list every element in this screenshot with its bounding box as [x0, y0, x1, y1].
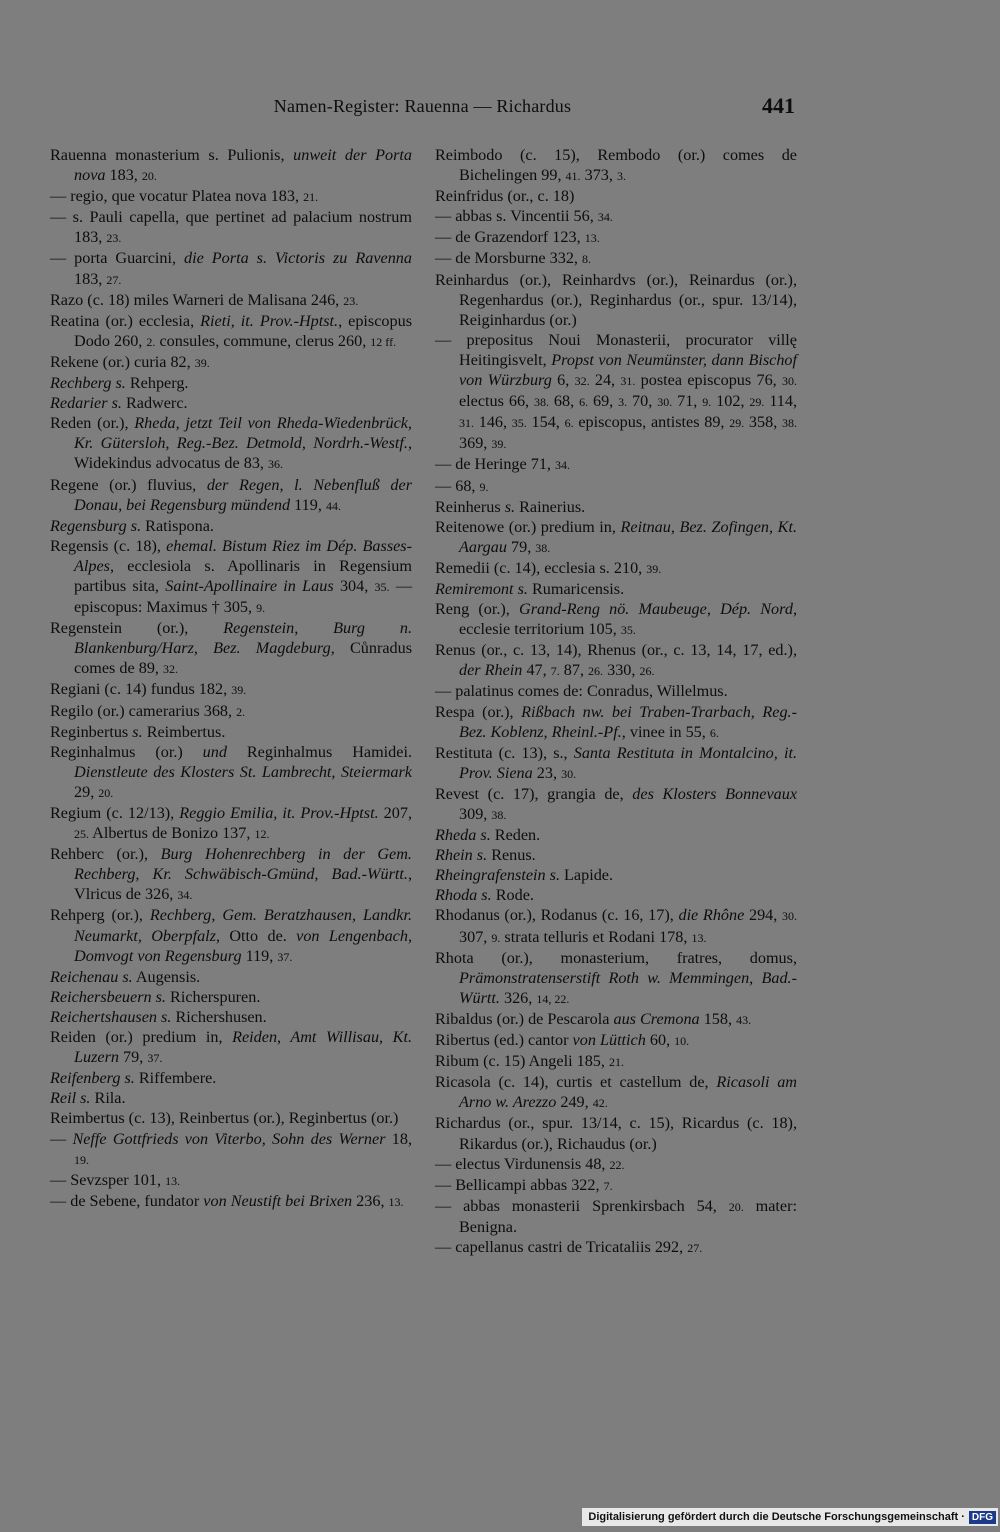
index-entry: Redarier s. Radwerc. — [50, 394, 188, 413]
index-entry: Reginhalmus (or.) und Reginhalmus Hamidei. Dienstleute des Klosters St. Lambrecht, Steiermark 29, 20. — [50, 742, 412, 801]
index-entry: — capellanus castri de Tricataliis 292, 27. — [435, 1237, 703, 1256]
index-entry: Reitenowe (or.) predium in, Reitnau, Bez. Zofingen, Kt. Aargau 79, 38. — [435, 517, 797, 556]
index-entry: Ribertus (ed.) cantor von Lüttich 60, 10. — [435, 1031, 690, 1050]
index-entry: — regio, que vocatur Platea nova 183, 21. — [50, 187, 319, 206]
index-entry: Rauenna monasterium s. Pulionis, unweit der Porta nova 183, 20. — [50, 146, 412, 185]
index-column-right — [435, 145, 797, 1258]
index-entry: Reinherus s. Rainerius. — [435, 497, 586, 516]
index-entry: Restituta (c. 13), s., Santa Restituta in Montalcino, it. Prov. Siena 23, 30. — [435, 743, 797, 782]
index-entry: Reinfridus (or., c. 18) — [435, 187, 575, 206]
index-entry: Reinhardus (or.), Reinhardvs (or.), Reinardus (or.), Regenhardus (or.), Reginhardus (or., spur. 13/14), Reiginhardus (or.) — [435, 270, 797, 329]
index-entry: Regiani (c. 14) fundus 182, 39. — [50, 680, 247, 699]
index-entry: Regilo (or.) camerarius 368, 2. — [50, 701, 246, 720]
index-column-left — [50, 145, 412, 1212]
footer-text: Digitalisierung gefördert durch die Deutsche Forschungsgemeinschaft · — [588, 1511, 965, 1523]
index-entry: — abbas s. Vincentii 56, 34. — [435, 207, 613, 226]
index-entry: Regensburg s. Ratispona. — [50, 516, 214, 535]
index-entry: Rekene (or.) curia 82, 39. — [50, 352, 210, 371]
index-entry: — de Heringe 71, 34. — [435, 455, 571, 474]
index-entry: Ricasola (c. 14), curtis et castellum de, Ricasoli am Arno w. Arezzo 249, 42. — [435, 1073, 797, 1112]
index-entry: Reginbertus s. Reimbertus. — [50, 722, 226, 741]
page-header — [50, 93, 795, 126]
index-entry: Reatina (or.) ecclesia, Rieti, it. Prov.-Hptst., episcopus Dodo 260, 2. consules, commune, clerus 260, 12 ff. — [50, 311, 412, 350]
index-entry: Regene (or.) fluvius, der Regen, l. Nebenfluß der Donau, bei Regensburg mündend 119, 44. — [50, 475, 412, 514]
index-entry: — Sevzsper 101, 13. — [50, 1170, 181, 1189]
index-entry: Richardus (or., spur. 13/14, c. 15), Ricardus (c. 18), Rikardus (or.), Richaudus (or.) — [435, 1114, 797, 1153]
index-entry: — abbas monasterii Sprenkirsbach 54, 20. mater: Benigna. — [435, 1196, 797, 1236]
index-entry: Rhota (or.), monasterium, fratres, domus, Prämonstratenserstift Roth w. Memmingen, Bad.-Württ. 326, 14, 22. — [435, 948, 797, 1007]
index-entry: Rhein s. Renus. — [435, 846, 536, 865]
index-entry: Regium (c. 12/13), Reggio Emilia, it. Prov.-Hptst. 207, 25. Albertus de Bonizo 137, 12. — [50, 804, 412, 843]
dfg-logo: DFG — [969, 1511, 996, 1524]
index-entry: — s. Pauli capella, que pertinet ad palacium nostrum 183, 23. — [50, 208, 412, 247]
index-entry: Reden (or.), Rheda, jetzt Teil von Rheda-Wiedenbrück, Kr. Gütersloh, Reg.-Bez. Detmold, Nordrh.-Westf., Widekindus advocatus de 83, 36. — [50, 414, 412, 473]
index-entry: Rhoda s. Rode. — [435, 886, 534, 905]
index-entry: Remiremont s. Rumaricensis. — [435, 579, 625, 598]
index-entry: — de Sebene, fundator von Neustift bei Brixen 236, 13. — [50, 1191, 404, 1210]
index-entry: — prepositus Noui Monasterii, procurator villę Heitingisvelt, Propst von Neumünster, dann Bischof von Würzburg 6, 32. 24, 31. postea episcopus 76, 30. electus 66, 38. 68, 6. 69, 3. 70, 30. 71, 9. 102, 29. 114, 31. 146, 35. 154, 6. episcopus, antistes 89, 29. 358, 38. 369, 39. — [435, 330, 798, 453]
index-entry: — de Morsburne 332, 8. — [435, 249, 592, 268]
index-entry: Reil s. Rila. — [50, 1089, 126, 1108]
index-entry: Renus (or., c. 13, 14), Rhenus (or., c. 13, 14, 17, ed.), der Rhein 47, 7. 87, 26. 330, 26. — [435, 641, 797, 680]
index-entry: Respa (or.), Rißbach nw. bei Traben-Trarbach, Reg.-Bez. Koblenz, Rheinl.-Pf., vinee in 55, 6. — [435, 702, 797, 741]
dfg-footer — [582, 1508, 998, 1526]
index-entry: Reng (or.), Grand-Reng nö. Maubeuge, Dép. Nord, ecclesie territorium 105, 35. — [435, 600, 797, 639]
index-entry: Rheingrafenstein s. Lapide. — [435, 866, 614, 885]
index-entry: Reifenberg s. Riffembere. — [50, 1069, 217, 1088]
index-entry: — porta Guarcini, die Porta s. Victoris zu Ravenna 183, 27. — [50, 249, 412, 288]
index-entry: Razo (c. 18) miles Warneri de Malisana 246, 23. — [50, 290, 359, 309]
index-entry: Regenstein (or.), Regenstein, Burg n. Blankenburg/Harz, Bez. Magdeburg, Cůnradus comes de 89, 32. — [50, 619, 412, 678]
index-entry: Reichenau s. Augensis. — [50, 967, 201, 986]
index-entry: — electus Virdunensis 48, 22. — [435, 1154, 625, 1173]
page-number: 441 — [762, 93, 795, 118]
index-entry: Regensis (c. 18), ehemal. Bistum Riez im Dép. Basses-Alpes, ecclesiola s. Apollinaris in Regensium partibus sita, Saint-Apollinaire in Laus 304, 35. — episcopus: Maximus † 305, 9. — [50, 536, 413, 617]
index-entry: — Bellicampi abbas 322, 7. — [435, 1175, 613, 1194]
index-entry: Reimbodo (c. 15), Rembodo (or.) comes de Bichelingen 99, 41. 373, 3. — [435, 146, 797, 185]
index-entry: Reimbertus (c. 13), Reinbertus (or.), Reginbertus (or.) — [50, 1109, 399, 1128]
index-entry: Rhodanus (or.), Rodanus (c. 16, 17), die Rhône 294, 30. 307, 9. strata telluris et Rodani 178, 13. — [435, 906, 797, 946]
index-entry: Revest (c. 17), grangia de, des Klosters Bonnevaux 309, 38. — [435, 784, 798, 823]
index-entry: Rechberg s. Rehperg. — [50, 374, 189, 393]
index-entry: Reichertshausen s. Richershusen. — [50, 1007, 267, 1026]
index-entry: Ribum (c. 15) Angeli 185, 21. — [435, 1052, 624, 1071]
index-entry: — 68, 9. — [435, 476, 489, 495]
index-entry: Reiden (or.) predium in, Reiden, Amt Willisau, Kt. Luzern 79, 37. — [50, 1028, 412, 1067]
running-title: Namen-Register: Rauenna — Richardus — [273, 96, 572, 116]
index-entry: Rheda s. Reden. — [435, 826, 541, 845]
index-entry: Rehberc (or.), Burg Hohenrechberg in der Gem. Rechberg, Kr. Schwäbisch-Gmünd, Bad.-Württ., Vlricus de 326, 34. — [50, 845, 412, 904]
index-entry: — Neffe Gottfrieds von Viterbo, Sohn des Werner 18, 19. — [50, 1129, 412, 1167]
index-entry: — palatinus comes de: Conradus, Willelmus. — [435, 682, 728, 701]
index-entry: Rehperg (or.), Rechberg, Gem. Beratzhausen, Landkr. Neumarkt, Oberpfalz, Otto de. von Lengenbach, Domvogt von Regensburg 119, 37. — [50, 906, 413, 965]
index-entry: — de Grazendorf 123, 13. — [435, 228, 600, 247]
index-entry: Reichersbeuern s. Richerspuren. — [50, 987, 261, 1006]
index-entry: Remedii (c. 14), ecclesia s. 210, 39. — [435, 558, 662, 577]
index-entry: Ribaldus (or.) de Pescarola aus Cremona 158, 43. — [435, 1009, 752, 1028]
